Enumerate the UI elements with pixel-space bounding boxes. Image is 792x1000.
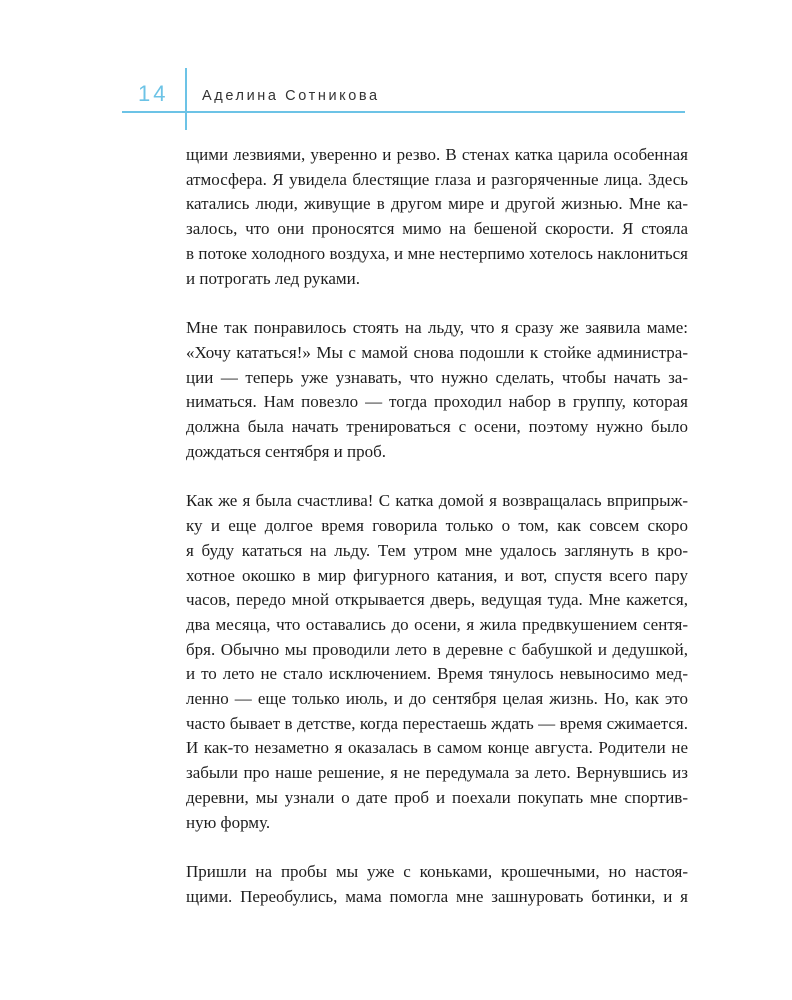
text-line: часов, передо мной открывается дверь, ведущая туда. Мне кажется, (186, 590, 688, 610)
paragraph (186, 489, 688, 835)
text-line: «Хочу кататься!» Мы с мамой снова подошли к стойке администра- (186, 342, 688, 362)
paragraph (186, 316, 688, 464)
text-line: часто бывает в детстве, когда перестаешь ждать — время сжимается. (186, 713, 688, 733)
paragraph (186, 143, 688, 291)
header-vertical-rule (185, 68, 187, 130)
text-line: ции — теперь уже узнавать, что нужно сделать, чтобы начать за- (186, 367, 688, 387)
text-line: должна была начать тренироваться с осени, поэтому нужно было (186, 417, 688, 437)
text-line: щими. Переобулись, мама помогла мне зашнуровать ботинки, и я (186, 886, 688, 906)
paragraph (186, 860, 688, 909)
running-head-author: Аделина Сотникова (202, 88, 380, 104)
text-line: ку и еще долгое время говорила только о том, как совсем скоро (186, 516, 688, 536)
text-line: два месяца, что оставались до осени, я жила предвкушением сентя- (186, 614, 688, 634)
text-line: и то лето не стало исключением. Время тянулось невыносимо мед- (186, 664, 688, 684)
text-line: забыли про наше решение, я не передумала за лето. Вернувшись из (186, 763, 688, 783)
text-line: залось, что они проносятся мимо на бешеной скорости. Я стояла (186, 219, 688, 239)
page-number: 14 (138, 81, 169, 106)
text-line: ную форму. (186, 812, 271, 832)
text-line: деревни, мы узнали о дате проб и поехали покупать мне спортив- (186, 787, 688, 807)
text-line: И как-то незаметно я оказалась в самом конце августа. Родители не (186, 738, 688, 758)
text-line: Пришли на пробы мы уже с коньками, крошечными, но настоя- (186, 862, 688, 882)
text-line: я буду кататься на льду. Тем утром мне удалось заглянуть в кро- (186, 540, 688, 560)
body-text (186, 143, 688, 935)
text-line: катались люди, живущие в другом мире и другой жизнью. Мне ка- (186, 194, 688, 214)
text-line: дождаться сентября и проб. (186, 441, 387, 461)
text-line: и потрогать лед руками. (186, 268, 361, 288)
text-line: Мне так понравилось стоять на льду, что я сразу же заявила маме: (186, 318, 688, 338)
text-line: в потоке холодного воздуха, и мне нестерпимо хотелось наклониться (186, 243, 688, 263)
text-line: бря. Обычно мы проводили лето в деревне с бабушкой и дедушкой, (186, 639, 688, 659)
text-line: атмосфера. Я увидела блестящие глаза и разгоряченные лица. Здесь (186, 169, 688, 189)
header-horizontal-rule (122, 111, 685, 113)
text-line: щими лезвиями, уверенно и резво. В стенах катка царила особенная (186, 145, 688, 164)
text-line: Как же я была счастлива! С катка домой я возвращалась вприпрыж- (186, 491, 688, 511)
text-line: хотное окошко в мир фигурного катания, и вот, спустя всего пару (186, 565, 688, 585)
text-line: ленно — еще только июль, и до сентября целая жизнь. Но, как это (186, 689, 688, 709)
text-line: ниматься. Нам повезло — тогда проходил набор в группу, которая (186, 392, 688, 412)
